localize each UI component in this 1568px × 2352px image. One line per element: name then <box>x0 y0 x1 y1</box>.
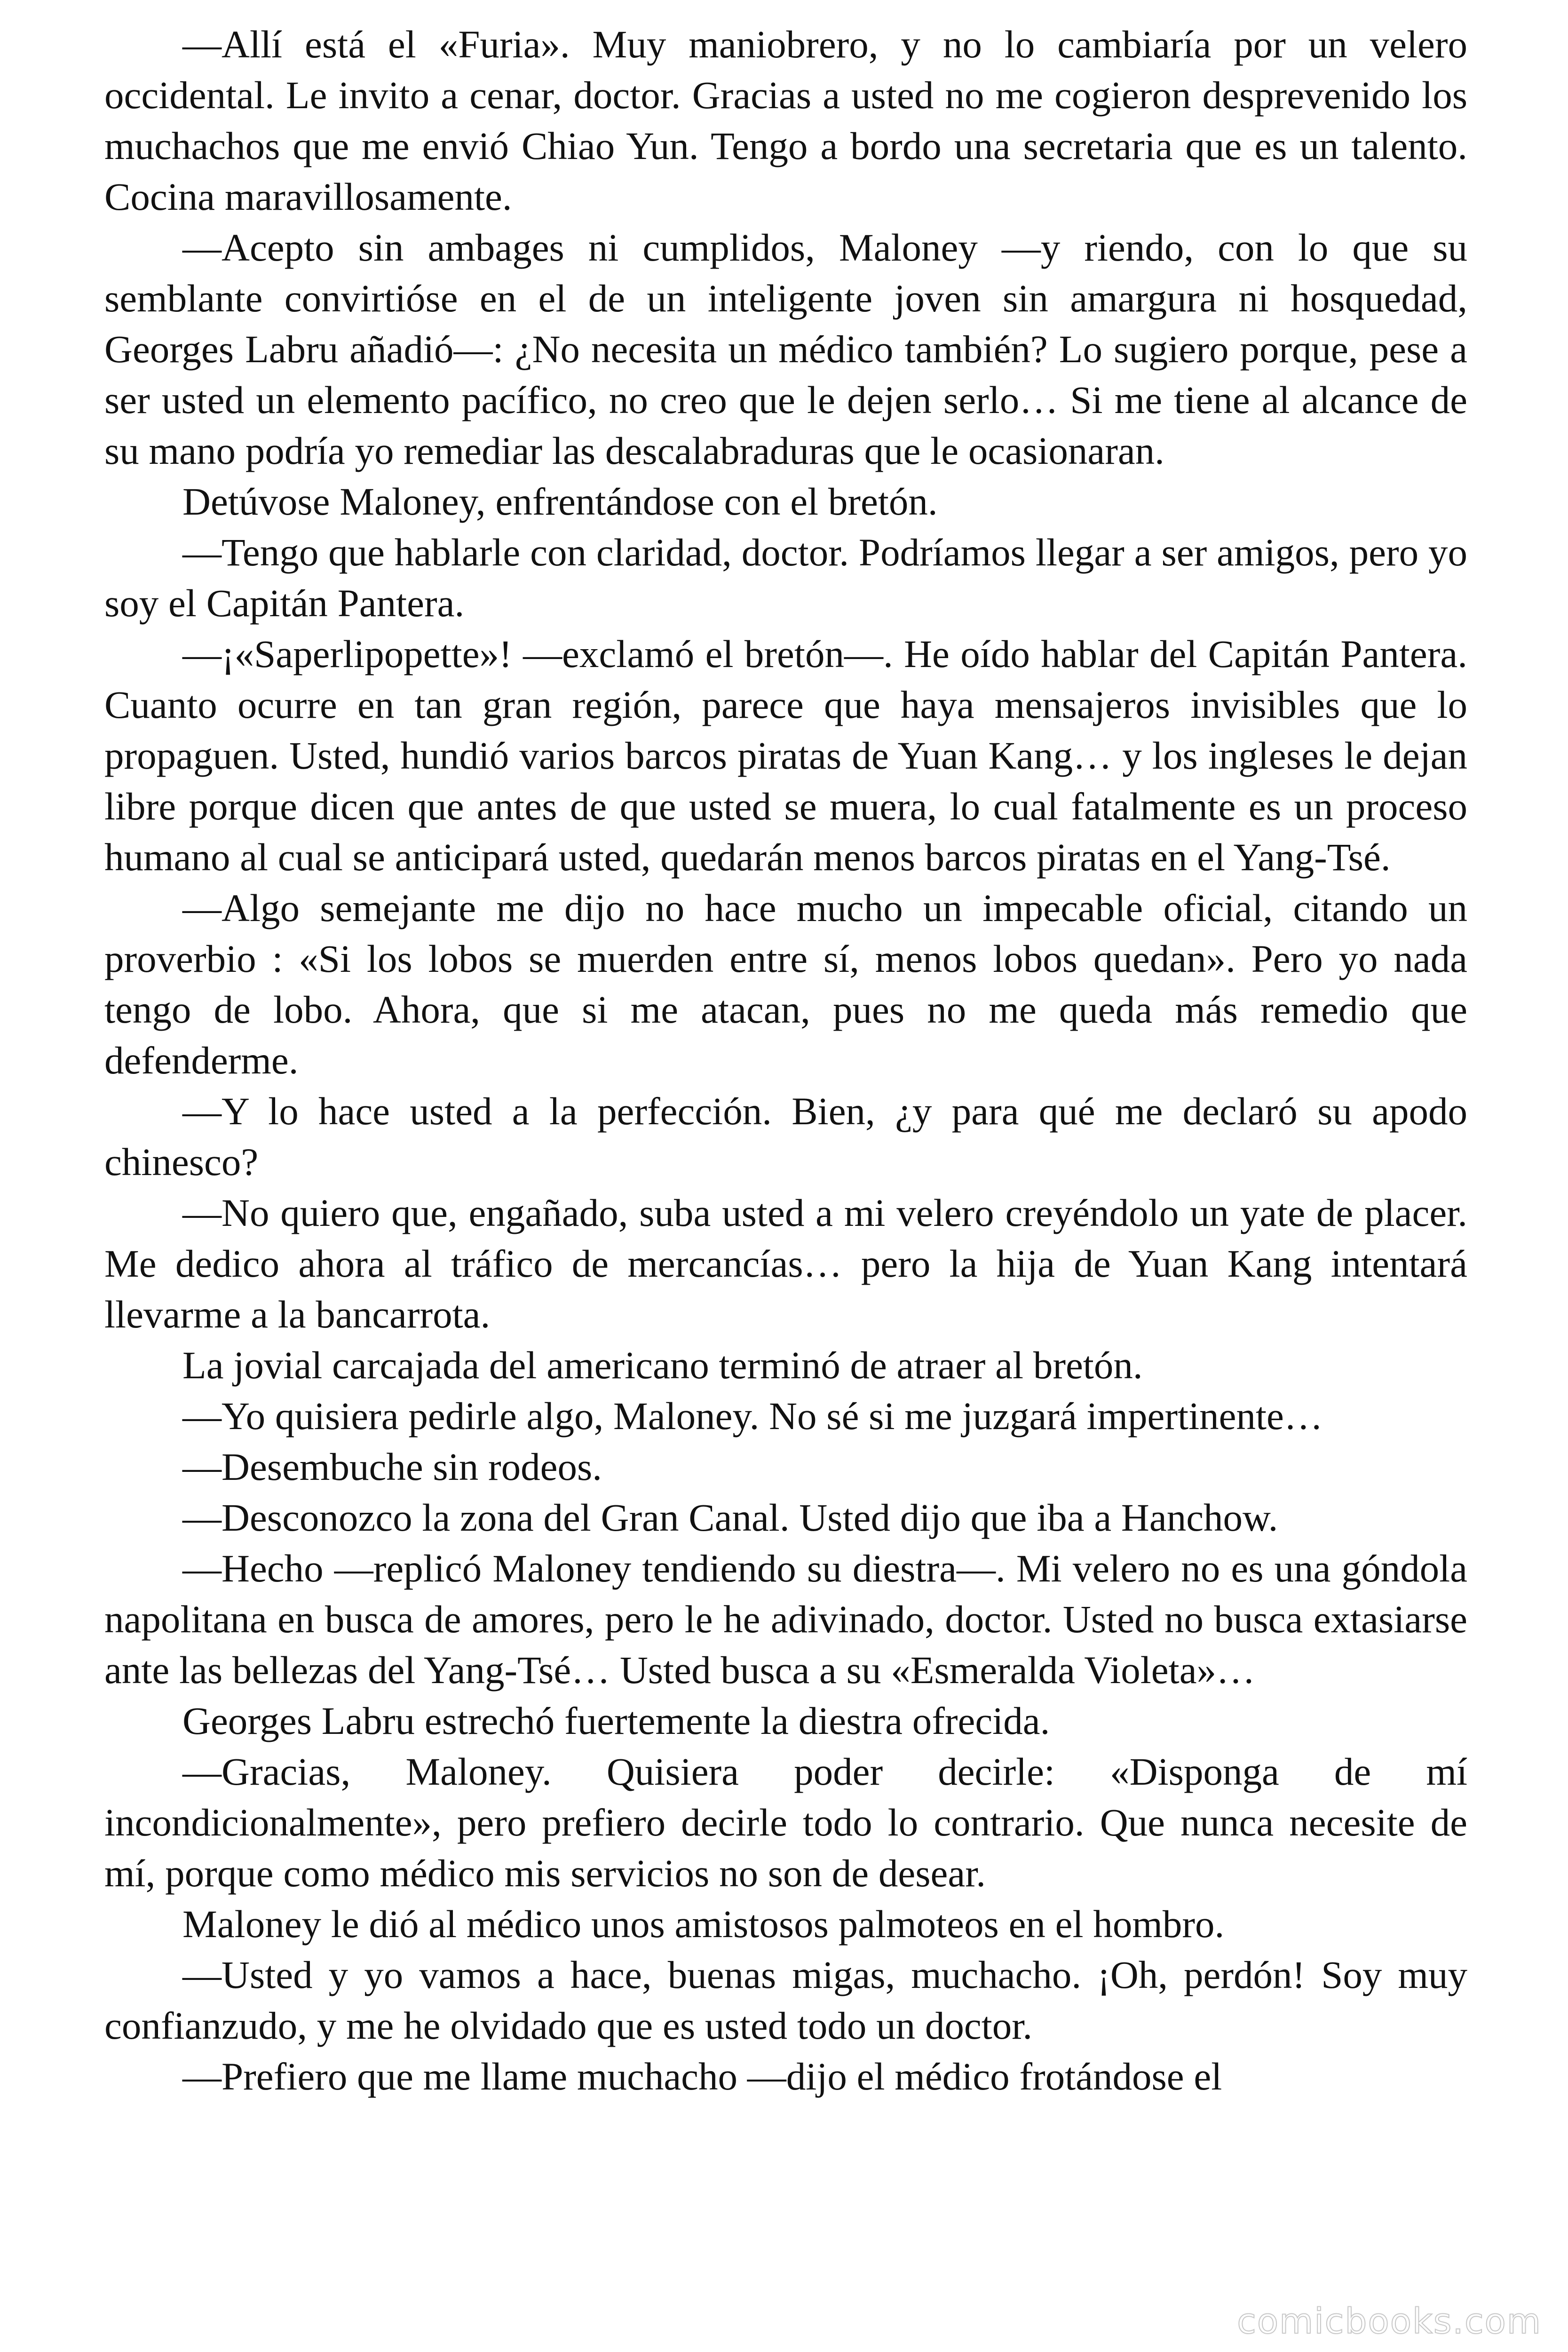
paragraph: —Gracias, Maloney. Quisiera poder decirle: «Disponga de mí incondicionalmente», pero prefiero decirle todo lo contrario. Que nunca necesite de mí, porque como médico mis servicios no son de desear. <box>104 1750 1467 1895</box>
paragraph: Detúvose Maloney, enfrentándose con el bretón. <box>182 480 938 523</box>
paragraph: Maloney le dió al médico unos amistosos palmoteos en el hombro. <box>182 1902 1225 1946</box>
paragraph: —No quiero que, engañado, suba usted a mi velero creyéndolo un yate de placer. Me dedico ahora al tráfico de mercancías… pero la hija de Yuan Kang intentará llevarme a la bancarrota. <box>104 1191 1467 1336</box>
paragraph: —Hecho —replicó Maloney tendiendo su diestra—. Mi velero no es una góndola napolitana en busca de amores, pero le he adivinado, doctor. Usted no busca extasiarse ante las bellezas del Yang-Tsé… Usted busca a su «Esmeralda Violeta»… <box>104 1547 1467 1692</box>
paragraph: —Desembuche sin rodeos. <box>182 1445 602 1488</box>
paragraph: —Y lo hace usted a la perfección. Bien, ¿y para qué me declaró su apodo chinesco? <box>104 1089 1467 1184</box>
paragraph: La jovial carcajada del americano terminó de atraer al bretón. <box>182 1343 1143 1387</box>
paragraph: —Yo quisiera pedirle algo, Maloney. No sé si me juzgará impertinente… <box>182 1394 1323 1438</box>
paragraph: —Desconozco la zona del Gran Canal. Usted dijo que iba a Hanchow. <box>182 1496 1278 1539</box>
paragraph: —¡«Saperlipopette»! —exclamó el bretón—. He oído hablar del Capitán Pantera. Cuanto ocurre en tan gran región, parece que haya mensajeros invisibles que lo propaguen. Usted, hundió varios barcos piratas de Yuan Kang… y los ingleses le dejan libre porque dicen que antes de que usted se muera, lo cual fatalmente es un proceso humano al cual se anticipará usted, quedarán menos barcos piratas en el Yang-Tsé. <box>104 632 1467 879</box>
paragraph: —Acepto sin ambages ni cumplidos, Maloney —y riendo, con lo que su semblante convirtióse en el de un inteligente joven sin amargura ni hosquedad, Georges Labru añadió—: ¿No necesita un médico también? Lo sugiero porque, pese a ser usted un elemento pacífico, no creo que le dejen serlo… Si me tiene al alcance de su mano podría yo remediar las descalabraduras que le ocasionaran. <box>104 226 1467 472</box>
paragraph: —Prefiero que me llame muchacho —dijo el médico frotándose el <box>182 2055 1222 2098</box>
paragraph: —Allí está el «Furia». Muy maniobrero, y no lo cambiaría por un velero occidental. Le invito a cenar, doctor. Gracias a usted no me cogieron desprevenido los muchachos que me envió Chiao Yun. Tengo a bordo una secretaria que es un talento. Cocina maravillosamente. <box>104 23 1467 218</box>
paragraph: —Tengo que hablarle con claridad, doctor. Podríamos llegar a ser amigos, pero yo soy el Capitán Pantera. <box>104 531 1467 625</box>
paragraph: Georges Labru estrechó fuertemente la diestra ofrecida. <box>182 1699 1050 1742</box>
page-text <box>104 19 1467 2102</box>
paragraph: —Algo semejante me dijo no hace mucho un impecable oficial, citando un proverbio : «Si los lobos se muerden entre sí, menos lobos quedan». Pero yo nada tengo de lobo. Ahora, que si me atacan, pues no me queda más remedio que defenderme. <box>104 886 1467 1082</box>
paragraph: —Usted y yo vamos a hace, buenas migas, muchacho. ¡Oh, perdón! Soy muy confianzudo, y me he olvidado que es usted todo un doctor. <box>104 1953 1467 2047</box>
watermark: comicbooks.com <box>1237 2301 1542 2342</box>
